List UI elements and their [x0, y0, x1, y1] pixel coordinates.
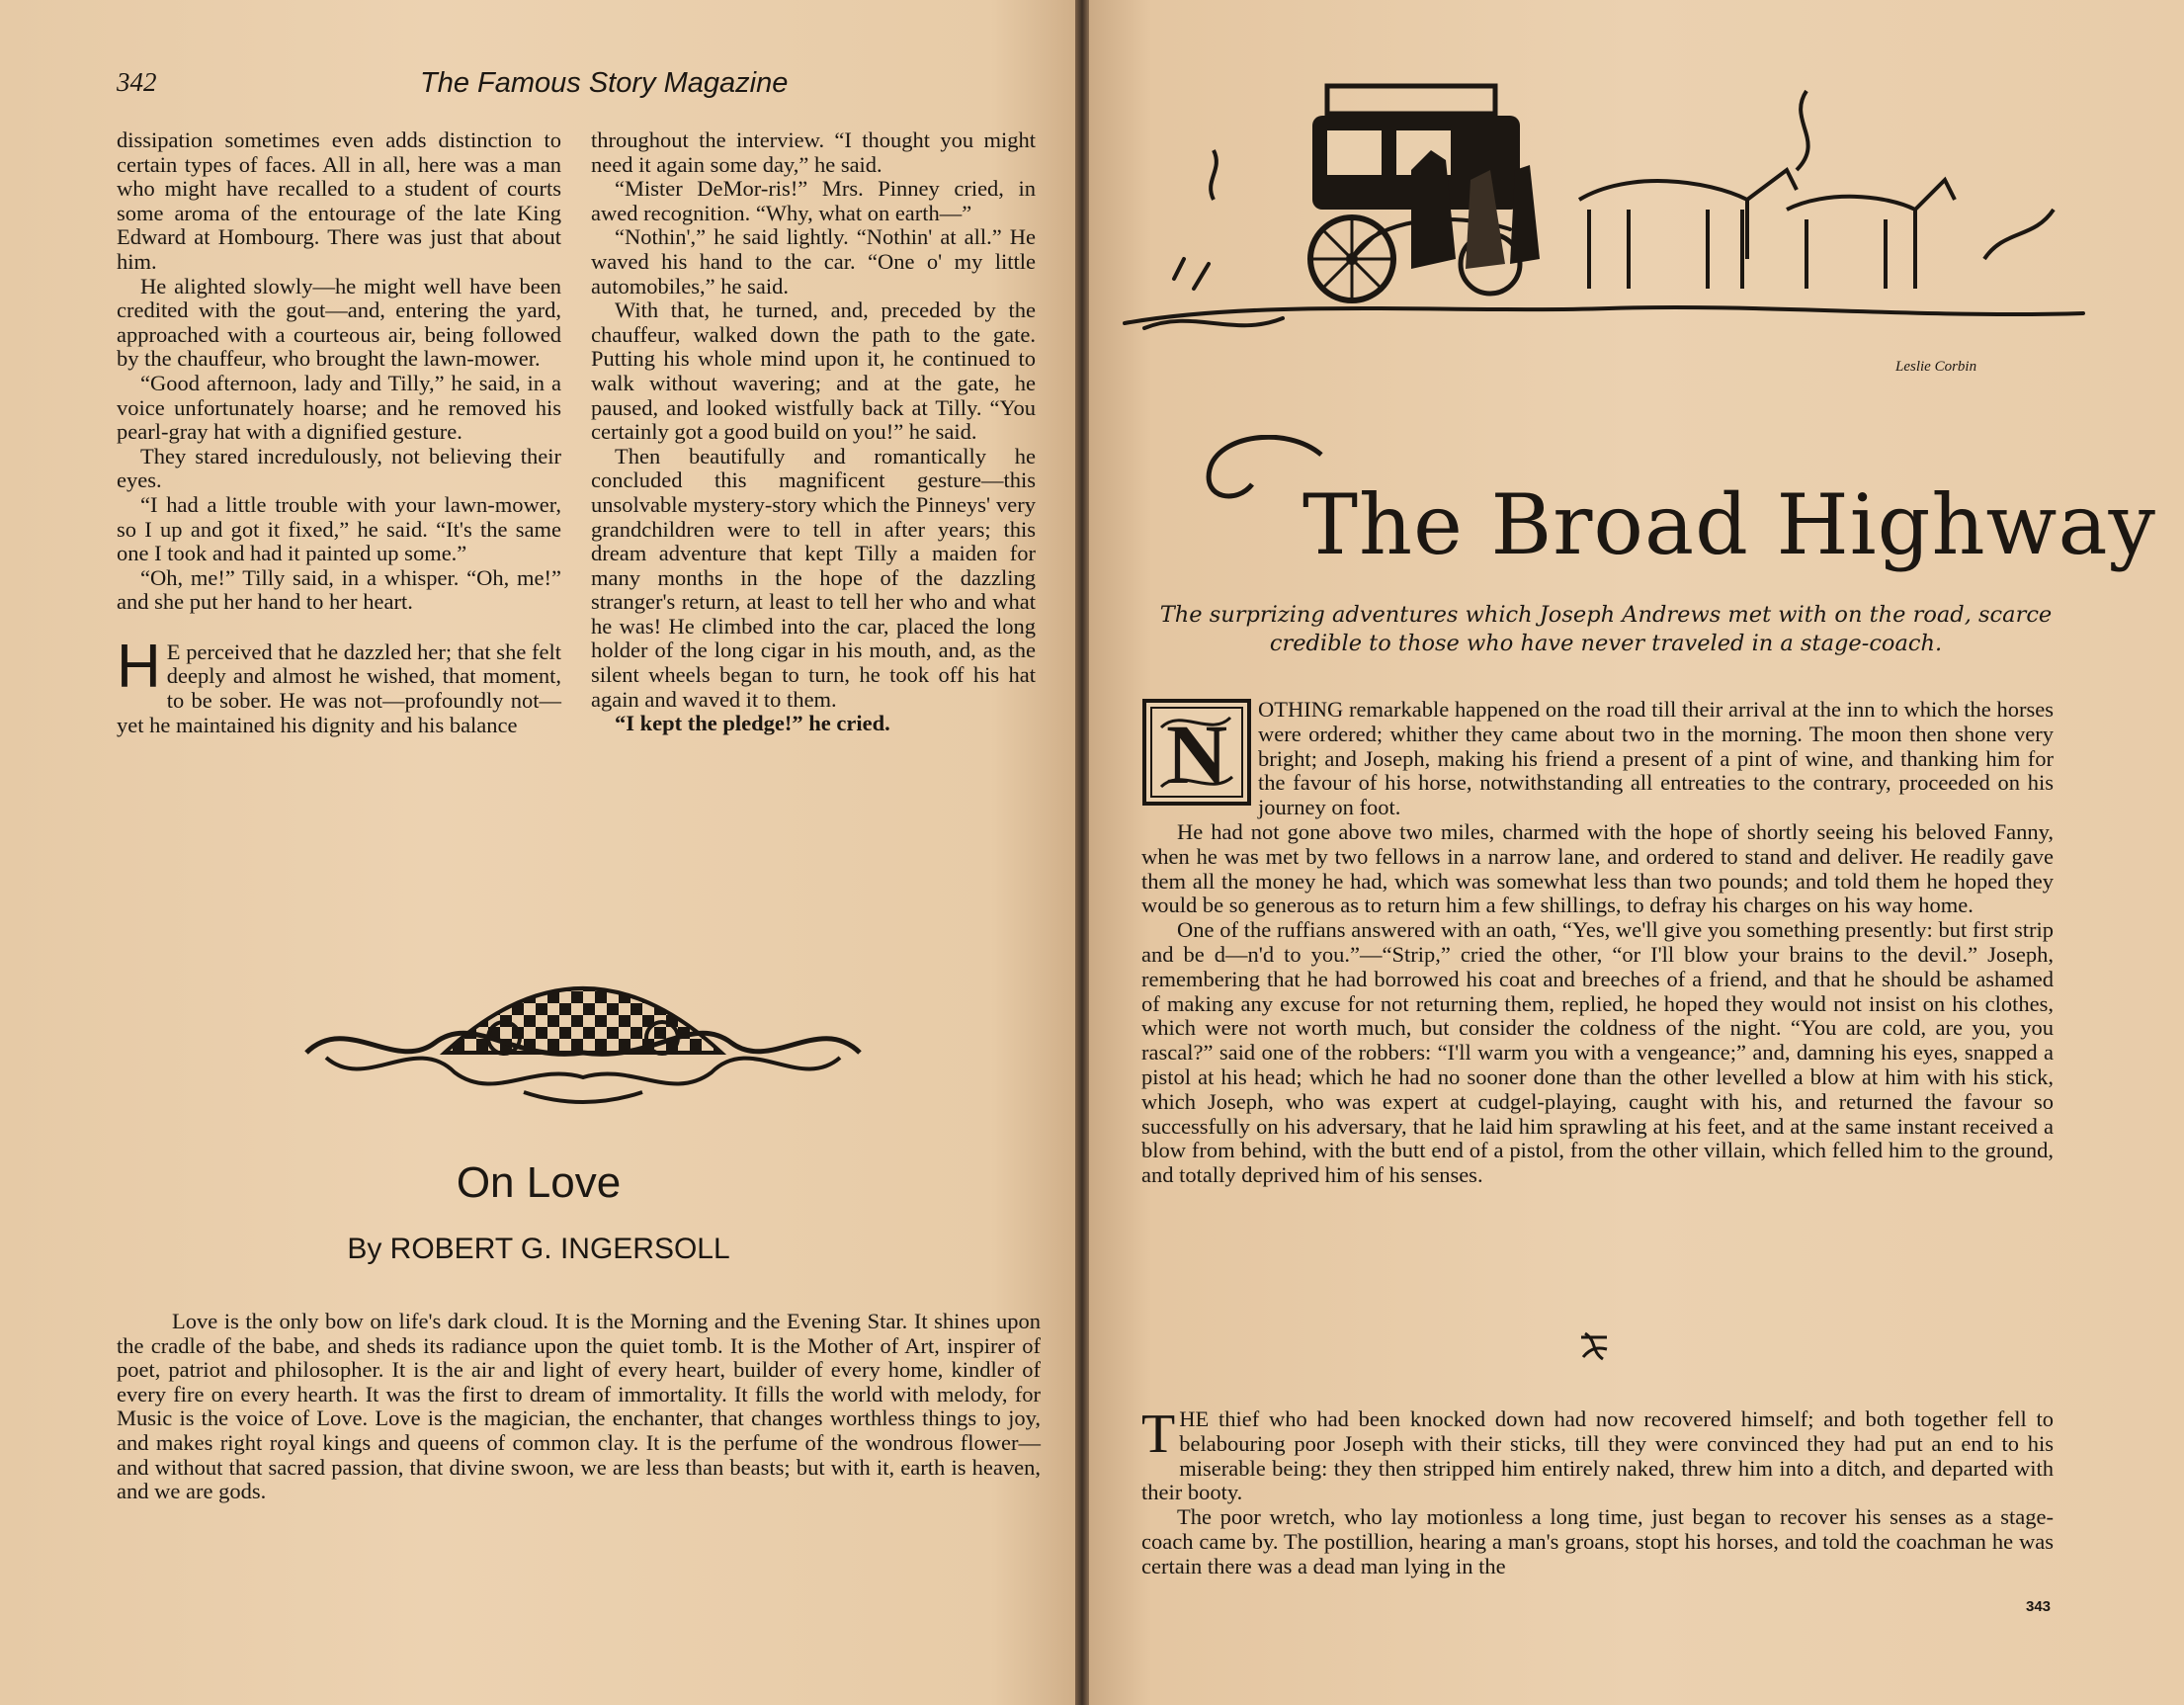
paragraph: He alighted slowly—he might well have been credited with the gout—and, entering the yard, approached with a courteous air, being followed by the chauffeur, who brought the lawn-mower.: [117, 273, 561, 372]
left-column-1: [117, 128, 561, 737]
running-head: The Famous Story Magazine: [420, 67, 789, 99]
dropcap-paragraph: [1141, 698, 2054, 820]
paragraph: “I kept the pledge!” he cried.: [615, 711, 890, 736]
page-number-left: 342: [117, 67, 157, 97]
story-subtitle: The surprizing adventures which Joseph Andrews met with on the road, scarce credible to those who have never traveled in a stage-coach.: [1159, 602, 2053, 656]
paragraph: “Good afternoon, lady and Tilly,” he said, in a voice unfortunately hoarse; and he removed his pearl-gray hat with a dignified gesture.: [117, 370, 561, 445]
right-column-section-1: [1141, 698, 2054, 1188]
article-title-on-love: On Love: [456, 1158, 622, 1207]
paragraph: “Nothin',” he said lightly. “Nothin' at all.” He waved his hand to the car. “One o' my little automobiles,” he said.: [591, 224, 1036, 298]
paragraph: “Oh, me!” Tilly said, in a whisper. “Oh, me!” and she put her hand to her heart.: [117, 564, 561, 615]
drop-cap-h: H: [117, 632, 161, 701]
asterism-icon: [1577, 1329, 1611, 1363]
dropcap-paragraph-text: HE thief who had been knocked down had now recovered himself; and both together fell to belabouring poor Joseph with their sticks, till they were convinced they had put an end to his miserable being: they then stripped him entirely naked, threw him into a ditch, and departed with their booty.: [1141, 1407, 2054, 1505]
paragraph: Then beautifully and romantically he concluded this magnificent gesture—this unsolvable mystery-story which the Pinneys' very grandchildren were to tell in after years; this dream adventure that kept Tilly a maiden for many months in the hope of the dazzling stranger's return, at least to tell her who and what he was! He climbed into the car, placed the long holder of the long cigar in his mouth, and, as the silent wheels began to turn, he took off his hat again and waved it to them.: [591, 443, 1036, 712]
drop-cap-t: T: [1141, 1404, 1176, 1465]
paragraph: He had not gone above two miles, charmed with the hope of shortly seeing his beloved Fanny, when he was met by two fellows in a narrow lane, and ordered to stand and deliver. He readily gave them all the money he had, which was somewhat less than two pounds; and told them he hoped they would be so generous as to return him a few shillings, to defray his charges on his way home.: [1141, 818, 2054, 918]
paragraph: One of the ruffians answered with an oath, “Yes, we'll give you something presently: but first strip and be d—n'd to you.”—“Strip,” cried the other, “or I'll blow your brains to the devil.” Joseph, remembering that he had borrowed his coat and breeches of a friend, and that he should be ashamed of making any excuse for not returning them, replied, he hoped they would not insist on his clothes, which were not worth much, but consider the coldness of the night. “You are cold, are you, you rascal?” said one of the robbers: “I'll warm you with a vengeance;” and, damning his eyes, snapped a pistol at his head; which he had no sooner done than the other levelled a blow at him with his stick, which Joseph, who was expert at cudgel-playing, caught with his, and returned the favour so successfully on his adversary, that he laid him sprawling at his feet, and at the same instant received a blow from behind, with the butt end of a pistol, from the other villain, which felled him to the ground, and totally deprived him of his senses.: [1141, 917, 2054, 1188]
left-column-2: [591, 128, 1036, 736]
paragraph: The poor wretch, who lay motionless a long time, just began to recover his senses as a stage-coach came by. The postillion, hearing a man's groans, stopt his horses, and told the coachman he was certain there was a dead man lying in the: [1141, 1504, 2054, 1578]
article-byline: By ROBERT G. INGERSOLL: [347, 1233, 730, 1265]
stagecoach-illustration: [1115, 61, 2093, 378]
paragraph: dissipation sometimes even adds distinction to certain types of faces. All in all, here was a man who might have recalled to a student of courts some aroma of the entourage of the late King Edward at Hombourg. There was just that about him.: [117, 128, 561, 274]
dropcap-paragraph: [1141, 1404, 2054, 1505]
paragraph: “Mister DeMor-ris!” Mrs. Pinney cried, in awed recognition. “Why, what on earth—”: [591, 176, 1036, 225]
initial-n-ornament: [1141, 698, 1252, 807]
story-title: The Broad Highway: [1302, 476, 2156, 573]
svg-text:N: N: [1165, 707, 1228, 802]
article-body: Love is the only bow on life's dark cloud. It is the Morning and the Evening Star. It shines upon the cradle of the babe, and sheds its radiance upon the quiet tomb. It is the Mother of Art, inspirer of poet, patriot and philosopher. It is the air and light of every heart, builder of every home, kindler of every fire on every hearth. It was the first to dream of immortality. It fills the world with melody, for Music is the voice of Love. Love is the magician, the enchanter, that changes worthless things to joy, and makes right royal kings and queens of common clay. It is the perfume of the wondrous flower—and without that sacred passion, that divine swoon, we are less than beasts; but with it, earth is heaven, and we are gods.: [117, 1309, 1041, 1504]
dropcap-paragraph: [117, 632, 561, 737]
paragraph: “I had a little trouble with your lawn-mower, so I up and got it fixed,” he said. “It's the same one I took and had it painted up some.”: [117, 491, 561, 566]
dropcap-paragraph-text: E perceived that he dazzled her; that she felt deeply and almost he wished, that moment, to be sober. He was not—profoundly not—yet he maintained his dignity and his balance: [117, 639, 561, 737]
right-column-section-2: [1141, 1404, 2054, 1579]
binding-gutter: [1075, 0, 1089, 1705]
dropcap-paragraph-text: OTHING remarkable happened on the road till their arrival at the inn to which the horses were ordered; whither they came about two in the morning. The moon then shone very bright; and Joseph, making his friend a present of a pint of wine, and thanking him for the favour of his horse, notwithstanding all entreaties to the contrary, proceeded on his journey on foot.: [1258, 697, 2054, 820]
artist-signature: Leslie Corbin: [1895, 359, 1977, 375]
paragraph: They stared incredulously, not believing their eyes.: [117, 443, 561, 493]
paragraph: throughout the interview. “I thought you might need it again some day,” he said.: [591, 128, 1036, 177]
checkered-ornament-icon: [287, 944, 880, 1112]
paragraph: With that, he turned, and, preceded by the chauffeur, walked down the path to the gate. Putting his whole mind upon it, he continued to walk without wavering; and at the gate, he paused, and looked wistfully back at Tilly. “You certainly got a good build on you!” he said.: [591, 298, 1036, 445]
page-number-right: 343: [2026, 1598, 2052, 1615]
